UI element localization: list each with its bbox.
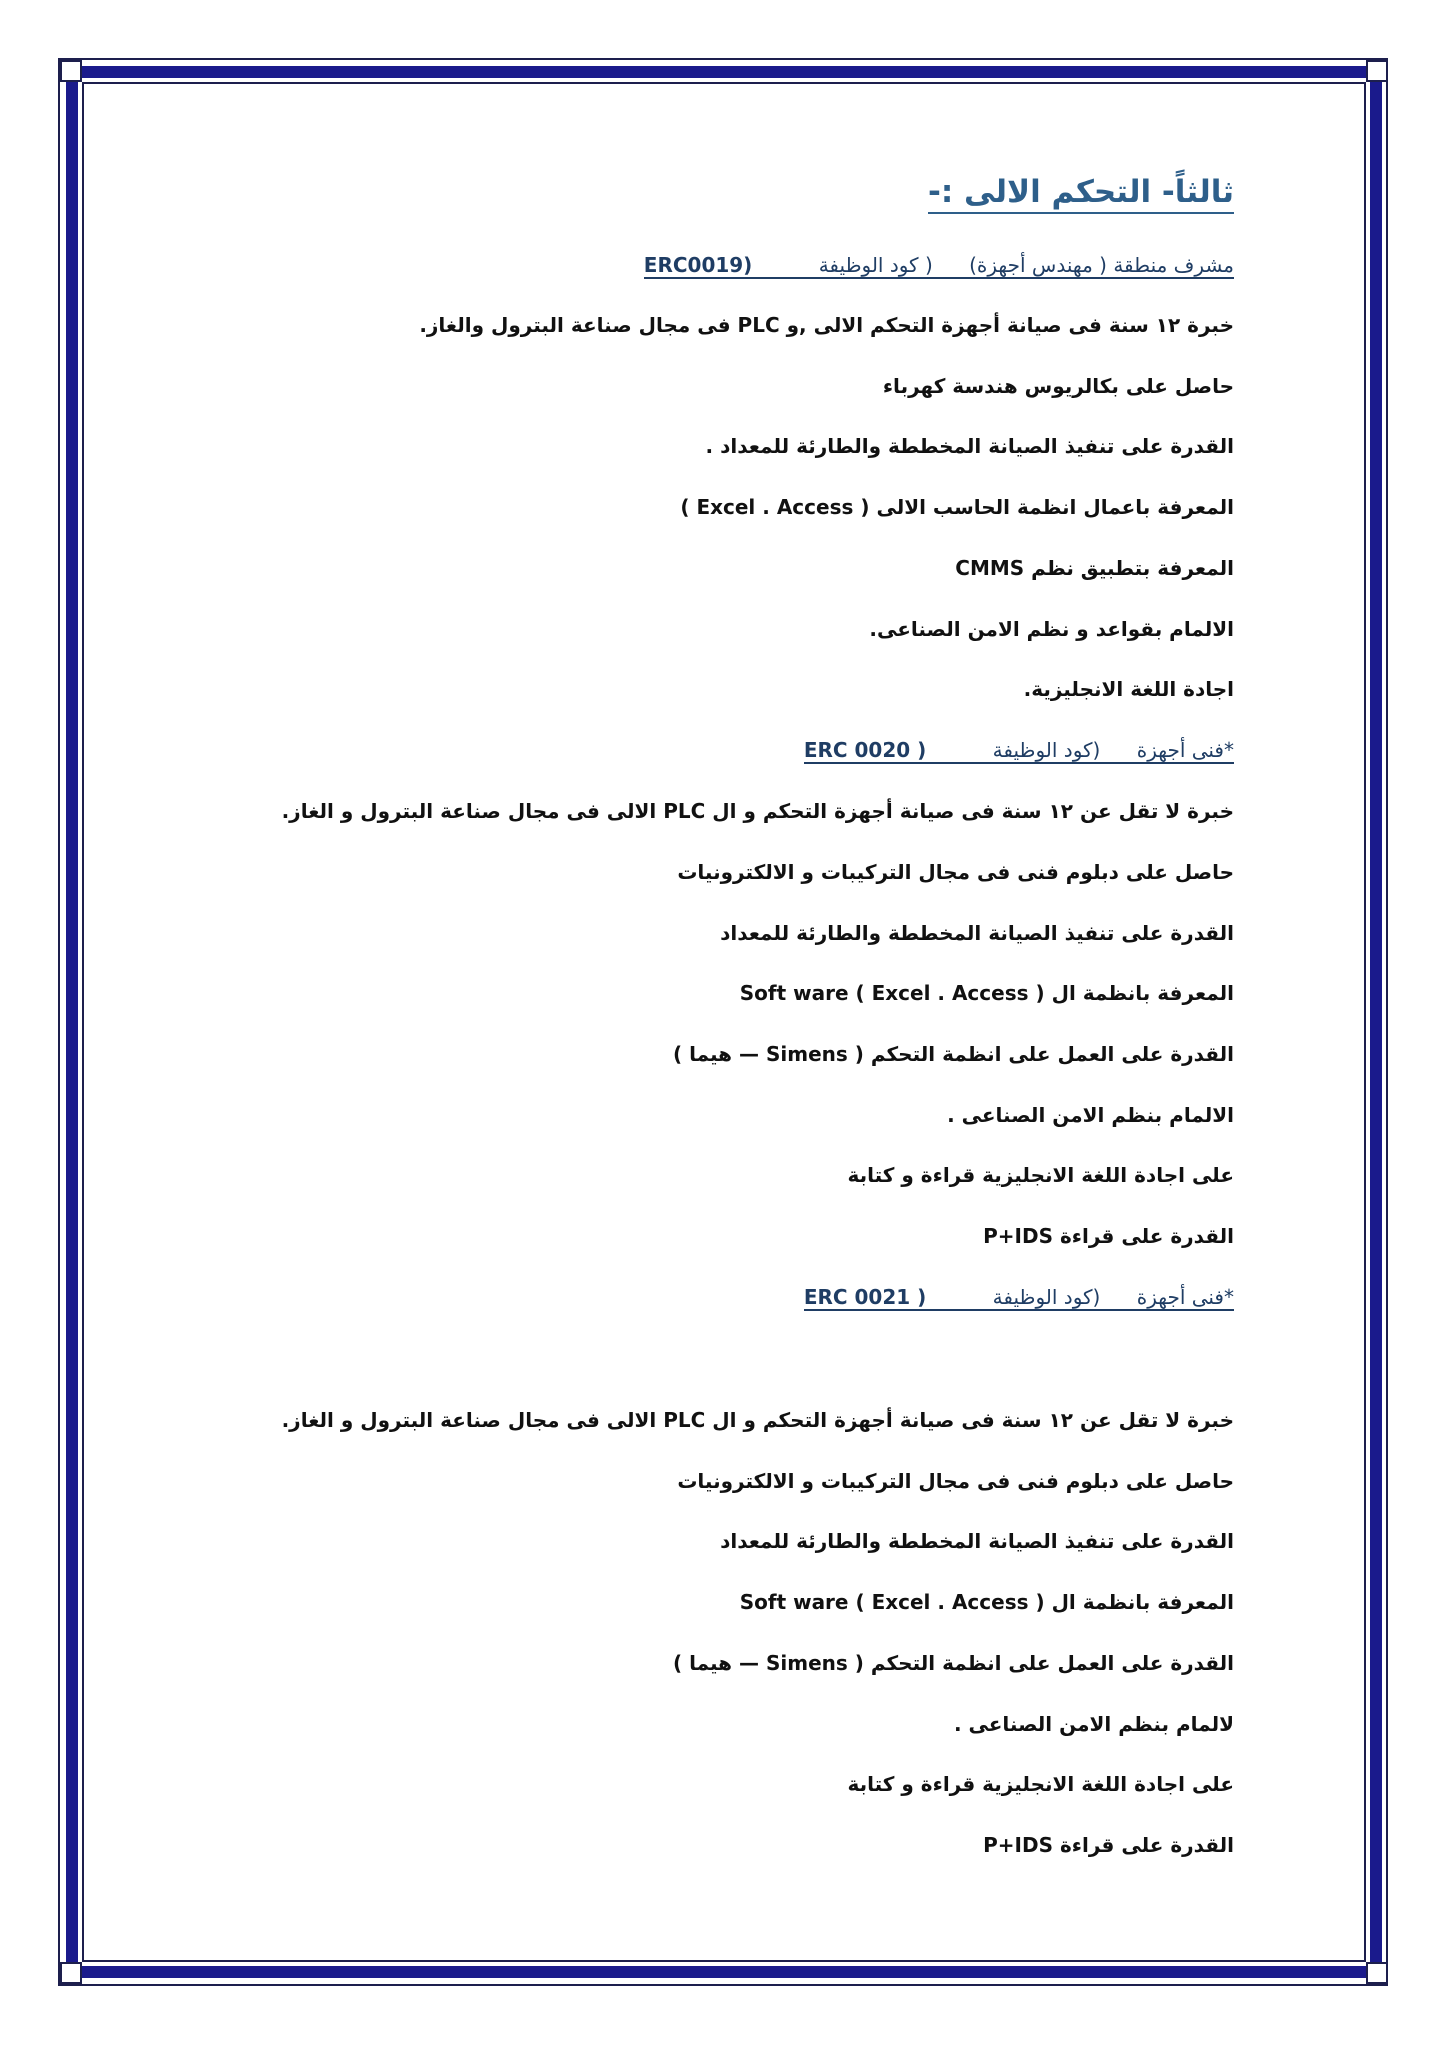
job-code: ERC0019) <box>643 253 753 277</box>
requirement-line: حاصل على دبلوم فنى فى مجال التركيبات و الالكترونيات <box>677 1469 1234 1493</box>
requirement-line: المعرفة بانظمة ال Soft ware ( Excel . Access ) <box>739 981 1234 1005</box>
corner-ornament <box>60 1962 82 1984</box>
requirement-line: المعرفة بتطبيق نظم CMMS <box>955 556 1234 580</box>
requirement-line: خبرة لا تقل عن ١٢ سنة فى صيانة أجهزة التحكم و ال PLC الالى فى مجال صناعة البترول و الغاز. <box>281 1408 1234 1432</box>
requirement-line: حاصل على بكالريوس هندسة كهرباء <box>882 374 1234 398</box>
requirement-line: خبرة ١٢ سنة فى صيانة أجهزة التحكم الالى ,و PLC فى مجال صناعة البترول والغاز. <box>419 313 1234 337</box>
job-heading-2 <box>804 738 1234 764</box>
job-code: ERC 0021 ) <box>803 1285 927 1309</box>
job-code-label: (كود الوظيفة <box>992 1285 1101 1309</box>
requirement-line: اجادة اللغة الانجليزية. <box>1023 677 1234 701</box>
requirement-line: الالمام بنظم الامن الصناعى . <box>947 1103 1234 1127</box>
requirement-line: حاصل على دبلوم فنى فى مجال التركيبات و الالكترونيات <box>677 860 1234 884</box>
requirement-line: القدرة على قراءة P+IDS <box>983 1224 1234 1248</box>
page-border-inner <box>82 82 1366 1962</box>
requirement-line: القدرة على قراءة P+IDS <box>983 1833 1234 1857</box>
corner-ornament <box>1366 1962 1388 1984</box>
requirement-line: خبرة لا تقل عن ١٢ سنة فى صيانة أجهزة التحكم و ال PLC الالى فى مجال صناعة البترول و الغاز. <box>281 799 1234 823</box>
requirement-line: القدرة على العمل على انظمة التحكم ( Simens — هيما ) <box>673 1042 1234 1066</box>
requirement-line: المعرفة باعمال انظمة الحاسب الالى ( Excel . Access ) <box>680 495 1234 519</box>
requirement-line: الالمام بقواعد و نظم الامن الصناعى. <box>869 617 1234 641</box>
requirement-line: المعرفة بانظمة ال ( Excel . Access ) Soft ware <box>739 1590 1234 1614</box>
job-title: مشرف منطقة ( مهندس أجهزة) <box>969 253 1234 277</box>
job-heading-3 <box>804 1285 1234 1311</box>
job-heading-1 <box>644 253 1234 279</box>
requirement-line: لالمام بنظم الامن الصناعى . <box>953 1712 1234 1736</box>
requirement-line: القدرة على تنفيذ الصيانة المخططة والطارئة للمعداد <box>720 1529 1234 1553</box>
job-title: *فنى أجهزة <box>1136 738 1234 762</box>
requirement-line: القدرة على العمل على انظمة التحكم ( Simens — هيما ) <box>673 1651 1234 1675</box>
job-code: ERC 0020 ) <box>803 738 927 762</box>
requirement-line: على اجادة اللغة الانجليزية قراءة و كتابة <box>847 1772 1234 1796</box>
corner-ornament <box>1366 60 1388 82</box>
corner-ornament <box>60 60 82 82</box>
requirement-line: القدرة على تنفيذ الصيانة المخططة والطارئة للمعداد <box>720 921 1234 945</box>
job-code-label: (كود الوظيفة <box>992 738 1101 762</box>
job-code-label: ( كود الوظيفة <box>818 253 933 277</box>
requirement-line: القدرة على تنفيذ الصيانة المخططة والطارئة للمعداد . <box>705 434 1234 458</box>
job-title: *فنى أجهزة <box>1136 1285 1234 1309</box>
requirement-line: على اجادة اللغة الانجليزية قراءة و كتابة <box>847 1163 1234 1187</box>
section-title: ثالثاً- التحكم الالى :- <box>928 174 1234 214</box>
